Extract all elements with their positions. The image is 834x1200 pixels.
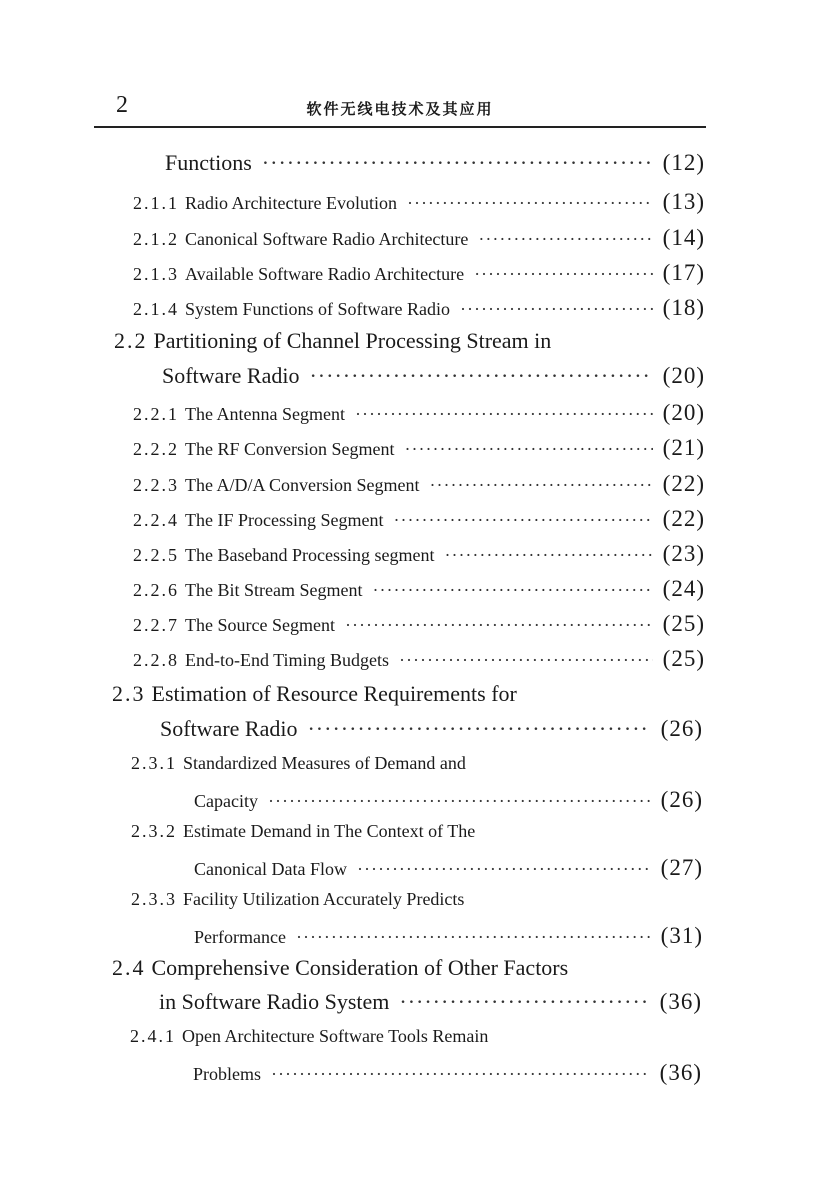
toc-entry-heading[interactable] <box>131 753 703 774</box>
dot-leader <box>393 510 652 531</box>
toc-entry-heading[interactable] <box>131 821 703 842</box>
toc-page-number: (26) <box>660 787 703 812</box>
toc-entry-title: The RF Conversion Segment <box>185 439 395 459</box>
toc-entry-title: Facility Utilization Accurately Predicts <box>183 889 465 909</box>
toc-entry[interactable] <box>133 435 705 461</box>
toc-page-number: (31) <box>660 923 703 948</box>
toc-entry-title: The Baseband Processing segment <box>185 545 435 565</box>
toc-entry-number: 2.4.1 <box>130 1026 176 1046</box>
toc-entry-title: System Functions of Software Radio <box>185 299 450 319</box>
dot-leader <box>405 439 653 460</box>
toc-entry[interactable] <box>133 506 705 532</box>
toc-entry-title: Radio Architecture Evolution <box>185 193 397 213</box>
dot-leader <box>407 193 653 214</box>
toc-entry-number: 2.2.5 <box>133 545 179 565</box>
toc-entry[interactable] <box>133 225 705 251</box>
toc-entry[interactable] <box>133 541 705 567</box>
toc-entry-number: 2.4 <box>112 955 146 980</box>
toc-entry-number: 2.2.8 <box>133 650 179 670</box>
toc-entry-number: 2.1.3 <box>133 264 179 284</box>
dot-leader <box>271 1064 650 1085</box>
toc-page-number: (24) <box>662 576 705 601</box>
toc-entry-title: Estimation of Resource Requirements for <box>151 681 517 706</box>
dot-leader <box>429 475 652 496</box>
toc-entry-number: 2.1.2 <box>133 229 179 249</box>
toc-entry[interactable] <box>194 787 703 813</box>
toc-entry[interactable] <box>133 260 705 286</box>
dot-leader <box>345 615 653 636</box>
dot-leader <box>268 791 651 812</box>
toc-entry[interactable] <box>133 646 705 672</box>
toc-page-number: (18) <box>662 295 705 320</box>
toc-entry-number: 2.2.2 <box>133 439 179 459</box>
toc-page-number: (20) <box>662 363 705 388</box>
dot-leader <box>357 859 651 880</box>
toc-page-number: (27) <box>660 855 703 880</box>
toc-page-number: (21) <box>662 435 705 460</box>
dot-leader <box>460 299 653 320</box>
toc-entry-title: Open Architecture Software Tools Remain <box>182 1026 489 1046</box>
toc-entry-title: End-to-End Timing Budgets <box>185 650 390 670</box>
toc-entry-title: The A/D/A Conversion Segment <box>185 475 420 495</box>
toc-page-number: (25) <box>662 611 705 636</box>
toc-entry[interactable] <box>133 576 705 602</box>
toc-entry-title: Software Radio <box>162 363 300 388</box>
toc-entry-title: The Bit Stream Segment <box>185 580 363 600</box>
toc-entry-title: Available Software Radio Architecture <box>185 264 465 284</box>
toc-entry[interactable] <box>133 295 705 321</box>
dot-leader <box>478 229 652 250</box>
toc-page-number: (17) <box>662 260 705 285</box>
toc-entry-title: Estimate Demand in The Context of The <box>183 821 476 841</box>
toc-entry-title: Standardized Measures of Demand and <box>183 753 466 773</box>
toc-entry-heading[interactable] <box>130 1026 702 1047</box>
toc-entry-title: Functions <box>165 150 252 175</box>
toc-entry-number: 2.2 <box>114 328 148 353</box>
toc-section-heading[interactable] <box>114 328 704 354</box>
toc-page-number: (22) <box>662 471 705 496</box>
toc-entry[interactable] <box>165 150 705 176</box>
toc-entry-number: 2.3.1 <box>131 753 177 773</box>
toc-entry[interactable] <box>133 611 705 637</box>
dot-leader <box>307 716 650 742</box>
toc-entry[interactable] <box>159 989 702 1015</box>
dot-leader <box>355 404 653 425</box>
toc-entry-title: The Antenna Segment <box>185 404 345 424</box>
dot-leader <box>296 927 651 948</box>
toc-page-number: (23) <box>662 541 705 566</box>
dot-leader <box>262 150 653 176</box>
header-rule <box>94 126 706 128</box>
toc-entry[interactable] <box>193 1060 702 1086</box>
toc-page-number: (36) <box>659 1060 702 1085</box>
dot-leader <box>444 545 652 566</box>
toc-entry[interactable] <box>133 189 705 215</box>
toc-page-number: (12) <box>662 150 705 175</box>
toc-entry[interactable] <box>133 400 705 426</box>
toc-section-heading[interactable] <box>112 681 704 707</box>
toc-entry-number: 2.3.2 <box>131 821 177 841</box>
toc-entry-title: Performance <box>194 927 286 947</box>
dot-leader <box>372 580 652 601</box>
toc-entry-title: Canonical Data Flow <box>194 859 347 879</box>
toc-entry-title: Capacity <box>194 791 258 811</box>
toc-entry[interactable] <box>133 471 705 497</box>
toc-page-number: (26) <box>660 716 703 741</box>
toc-entry-number: 2.1.4 <box>133 299 179 319</box>
toc-entry-number: 2.1.1 <box>133 193 179 213</box>
toc-page-number: (22) <box>662 506 705 531</box>
toc-entry[interactable] <box>194 923 703 949</box>
running-title: 软件无线电技术及其应用 <box>306 100 494 118</box>
toc-entry-title: Canonical Software Radio Architecture <box>185 229 469 249</box>
toc-entry-heading[interactable] <box>131 889 703 910</box>
page-number: 2 <box>116 92 128 118</box>
dot-leader <box>399 989 649 1015</box>
toc-entry-number: 2.2.3 <box>133 475 179 495</box>
toc-entry-title: Software Radio <box>160 716 298 741</box>
toc-entry-title: Problems <box>193 1064 262 1084</box>
toc-page-number: (25) <box>662 646 705 671</box>
toc-entry-number: 2.2.4 <box>133 510 179 530</box>
toc-entry-title: The IF Processing Segment <box>185 510 384 530</box>
toc-entry[interactable] <box>194 855 703 881</box>
toc-entry-title: Partitioning of Channel Processing Stream in <box>153 328 552 353</box>
toc-entry-number: 2.3 <box>112 681 146 706</box>
toc-page-number: (14) <box>662 225 705 250</box>
toc-page-number: (36) <box>659 989 702 1014</box>
toc-entry-title: The Source Segment <box>185 615 335 635</box>
toc-entry-title: in Software Radio System <box>159 989 390 1014</box>
toc-entry-number: 2.3.3 <box>131 889 177 909</box>
toc-entry-number: 2.2.7 <box>133 615 179 635</box>
toc-entry-number: 2.2.1 <box>133 404 179 424</box>
toc-entry[interactable] <box>160 716 703 742</box>
page-header <box>94 92 706 126</box>
toc-entry-title: Comprehensive Consideration of Other Factors <box>151 955 569 980</box>
dot-leader <box>474 264 653 285</box>
toc-page-number: (13) <box>662 189 705 214</box>
dot-leader <box>309 363 652 389</box>
toc-entry-number: 2.2.6 <box>133 580 179 600</box>
toc-entry[interactable] <box>162 363 705 389</box>
dot-leader <box>399 650 653 671</box>
toc-page-number: (20) <box>662 400 705 425</box>
toc-section-heading[interactable] <box>112 955 704 981</box>
